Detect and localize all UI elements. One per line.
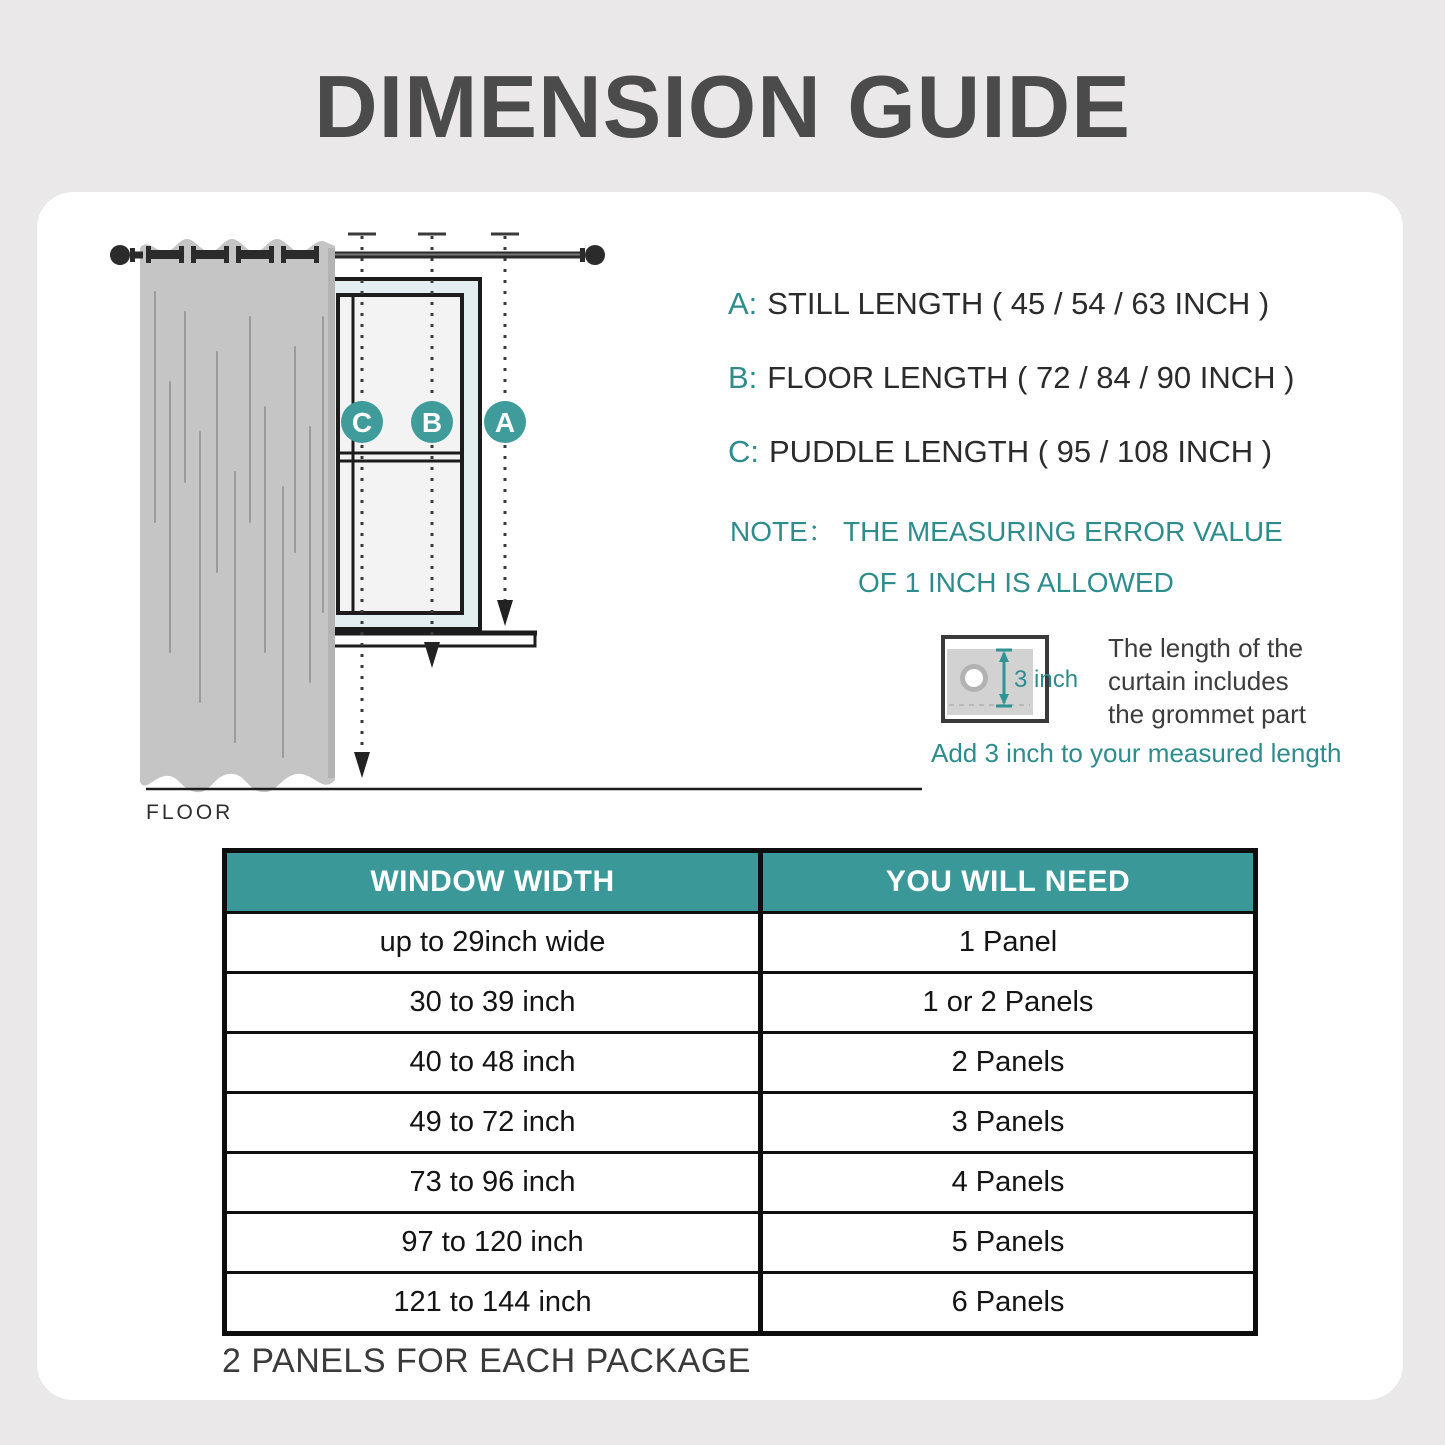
grommet-size-label: 3 inch xyxy=(1014,666,1079,693)
cell-window-width: 30 to 39 inch xyxy=(225,973,761,1033)
table-row xyxy=(225,1033,1256,1093)
cell-panels-needed: 1 or 2 Panels xyxy=(761,973,1256,1033)
length-letter-c: C: xyxy=(728,434,759,469)
cell-window-width: 121 to 144 inch xyxy=(225,1273,761,1334)
badge-b-label: B xyxy=(421,407,443,438)
measurement-badges xyxy=(341,401,526,443)
grommet-description xyxy=(1108,632,1306,731)
length-text-c: PUDDLE LENGTH ( 95 / 108 INCH ) xyxy=(769,434,1273,469)
cell-panels-needed: 3 Panels xyxy=(761,1093,1256,1153)
cell-window-width: 40 to 48 inch xyxy=(225,1033,761,1093)
measuring-note xyxy=(730,510,1283,599)
grommet-size-diagram xyxy=(940,634,1115,729)
cell-panels-needed: 4 Panels xyxy=(761,1153,1256,1213)
panels-needed-table xyxy=(222,848,1258,1336)
cell-panels-needed: 6 Panels xyxy=(761,1273,1256,1334)
grommet-desc-line2: curtain includes xyxy=(1108,666,1289,696)
floor-label: FLOOR xyxy=(146,801,234,824)
length-text-a: STILL LENGTH ( 45 / 54 / 63 INCH ) xyxy=(767,286,1270,321)
package-note: 2 PANELS FOR EACH PACKAGE xyxy=(222,1342,751,1380)
cell-window-width: up to 29inch wide xyxy=(225,913,761,973)
cell-panels-needed: 5 Panels xyxy=(761,1213,1256,1273)
grommet-add-tip: Add 3 inch to your measured length xyxy=(931,738,1342,768)
curtain-illustration xyxy=(140,239,335,792)
table-row xyxy=(225,913,1256,973)
length-options-list xyxy=(728,286,1294,508)
cell-panels-needed: 1 Panel xyxy=(761,913,1256,973)
length-option-c xyxy=(728,434,1294,470)
column-header-window-width: WINDOW WIDTH xyxy=(225,851,761,913)
cell-panels-needed: 2 Panels xyxy=(761,1033,1256,1093)
table-row xyxy=(225,1093,1256,1153)
length-text-b: FLOOR LENGTH ( 72 / 84 / 90 INCH ) xyxy=(767,360,1295,395)
cell-window-width: 73 to 96 inch xyxy=(225,1153,761,1213)
table-row xyxy=(225,1153,1256,1213)
table-row xyxy=(225,1213,1256,1273)
column-header-you-will-need: YOU WILL NEED xyxy=(761,851,1256,913)
grommet-desc-line3: the grommet part xyxy=(1108,699,1306,729)
length-option-a xyxy=(728,286,1294,322)
badge-a-label: A xyxy=(494,407,516,438)
length-letter-b: B: xyxy=(728,360,758,395)
page-title: DIMENSION GUIDE xyxy=(314,57,1131,156)
table-row xyxy=(225,973,1256,1033)
grommet-desc-line1: The length of the xyxy=(1108,633,1304,663)
length-option-b xyxy=(728,360,1294,396)
table-row xyxy=(225,1273,1256,1334)
table-header-row xyxy=(225,851,1256,913)
cell-window-width: 97 to 120 inch xyxy=(225,1213,761,1273)
content-card xyxy=(37,192,1403,1400)
cell-window-width: 49 to 72 inch xyxy=(225,1093,761,1153)
length-letter-a: A: xyxy=(728,286,758,321)
measuring-note-line2: OF 1 INCH IS ALLOWED xyxy=(858,567,1174,598)
measuring-note-line1: NOTE： THE MEASURING ERROR VALUE xyxy=(730,516,1283,547)
badge-c-label: C xyxy=(351,407,373,438)
